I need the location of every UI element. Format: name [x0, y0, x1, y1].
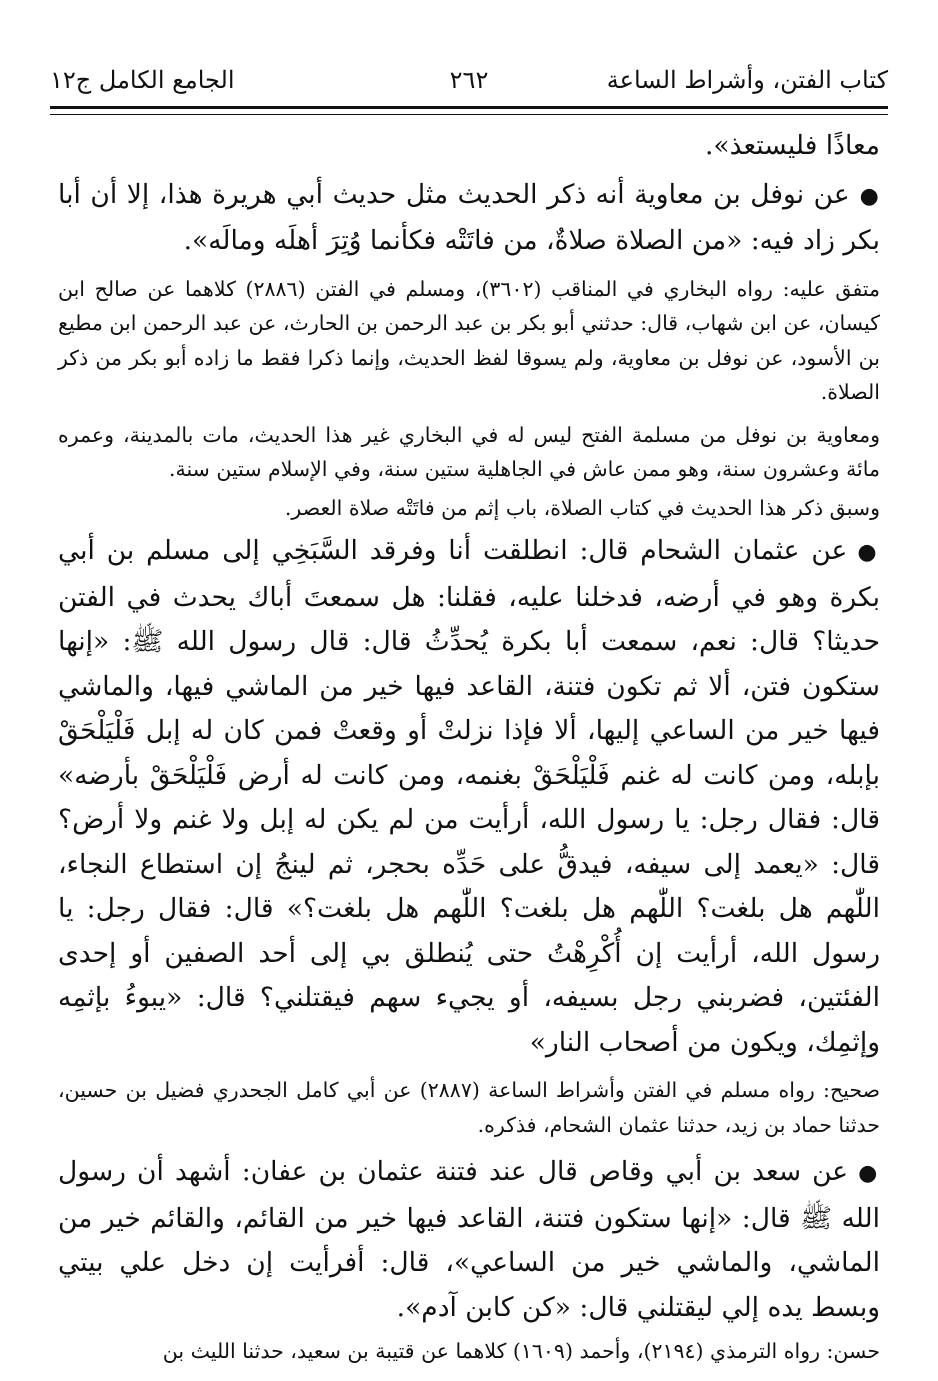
- page-content: [58, 124, 880, 1369]
- bullet-icon: ●: [859, 183, 880, 209]
- paragraph-text: عن نوفل بن معاوية أنه ذكر الحديث مثل حديث أبي هريرة هذا، إلا أن أبا بكر زاد فيه: «من الصلاة صلاةٌ، من فاتَتْه فكأنما وُتِرَ أهلَه ومالَه».: [58, 178, 880, 256]
- footnote-paragraph: [58, 1073, 880, 1142]
- header-rule-thick: [50, 106, 888, 109]
- paragraph-text: عن سعد بن أبي وقاص قال عند فتنة عثمان بن عفان: أشهد أن رسول الله ﷺ قال: «إنها ستكون فتنة، القاعد فيها خير من القائم، والقائم خير من الماشي، والماشي خير من الساعي»، قال: أفرأيت إن دخل علي بيتي وبسط يده إلي ليقتلني قال: «كن كابن آدم».: [58, 1156, 880, 1323]
- header-rule-thin: [50, 114, 888, 115]
- footnote-paragraph: [58, 491, 880, 526]
- book-title: الجامع الكامل ج١٢: [50, 66, 235, 94]
- paragraph-text: معاذًا فليستعذ».: [704, 130, 880, 161]
- page-number: ٢٦٢: [449, 66, 489, 94]
- footnote-paragraph: [58, 418, 880, 487]
- hadith-paragraph: [58, 173, 880, 264]
- paragraph-text: صحيح: رواه مسلم في الفتن وأشراط الساعة (٢٨٨٧) عن أبي كامل الجحدري فضيل بن حسين، حدثنا حماد بن زيد، حدثنا عثمان الشحام، فذكره.: [58, 1078, 881, 1137]
- bullet-icon: ●: [857, 540, 880, 565]
- footnote-paragraph: [58, 272, 880, 410]
- paragraph-text: عن عثمان الشحام قال: انطلقت أنا وفرقد السَّبَخِي إلى مسلم بن أبي بكرة وهو في أرضه، فدخلنا عليه، فقلنا: هل سمعتَ أباك يحدث في الفتن حديثا؟ قال: نعم، سمعت أبا بكرة يُحدِّثُ قال: قال رسول الله ﷺ: «إنها ستكون فتن، ألا ثم تكون فتنة، القاعد فيها خير من الماشي فيها، والماشي فيها خير من الساعي إليها، ألا فإذا نزلتْ أو وقعتْ فمن كان له إبل فَلْيَلْحَقْ بإبله، ومن كانت له غنم فَلْيَلْحَقْ بغنمه، ومن كانت له أرض فَلْيَلْحَقْ بأرضه» قال: فقال رجل: يا رسول الله، أرأيت من لم يكن له إبل ولا غنم ولا أرض؟ قال: «يعمد إلى سيفه، فيدقُّ على حَدِّه بحجر، ثم لينجُ إن استطاع النجاء، اللّٰهم هل بلغت؟ اللّٰهم هل بلغت؟ اللّٰهم هل بلغت؟» قال: فقال رجل: يا رسول الله، أرأيت إن أُكْرِهْتُ حتى يُنطلق بي إلى أحد الصفين أو إحدى الفئتين، فضربني رجل بسيفه، أو يجيء سهم فيقتلني؟ قال: «يبوءُ بإثمِه وإثمِك، ويكون من أصحاب النار»: [58, 535, 880, 1058]
- hadith-paragraph: [58, 124, 880, 169]
- hadith-paragraph: [58, 1150, 880, 1330]
- paragraph-text: وسبق ذكر هذا الحديث في كتاب الصلاة، باب إثم من فاتَتْه صلاة العصر.: [284, 495, 880, 520]
- running-header: [50, 60, 888, 100]
- paragraph-text: متفق عليه: رواه البخاري في المناقب (٣٦٠٢)، ومسلم في الفتن (٢٨٨٦) كلاهما عن صالح ابن كيسان، عن ابن شهاب، قال: حدثني أبو بكر بن عبد الرحمن بن الحارث، عن عبد الرحمن ابن مطيع بن الأسود، عن نوفل بن معاوية، ولم يسوقا لفظ الحديث، وإنما ذكرا فقط ما زاده أبو بكر من ذكر الصلاة.: [58, 276, 880, 404]
- bullet-icon: ●: [858, 1161, 881, 1186]
- footnote-paragraph: [58, 1334, 880, 1369]
- paragraph-text: ومعاوية بن نوفل من مسلمة الفتح ليس له في البخاري غير هذا الحديث، مات بالمدينة، وعمره مائة وعشرون سنة، وهو ممن عاش في الجاهلية ستين سنة، وفي الإسلام ستين سنة.: [58, 422, 880, 481]
- hadith-paragraph: [58, 529, 880, 1065]
- chapter-title: كتاب الفتن، وأشراط الساعة: [606, 66, 888, 94]
- paragraph-text: حسن: رواه الترمذي (٢١٩٤)، وأحمد (١٦٠٩) كلاهما عن قتيبة بن سعيد، حدثنا الليث بن: [162, 1339, 880, 1363]
